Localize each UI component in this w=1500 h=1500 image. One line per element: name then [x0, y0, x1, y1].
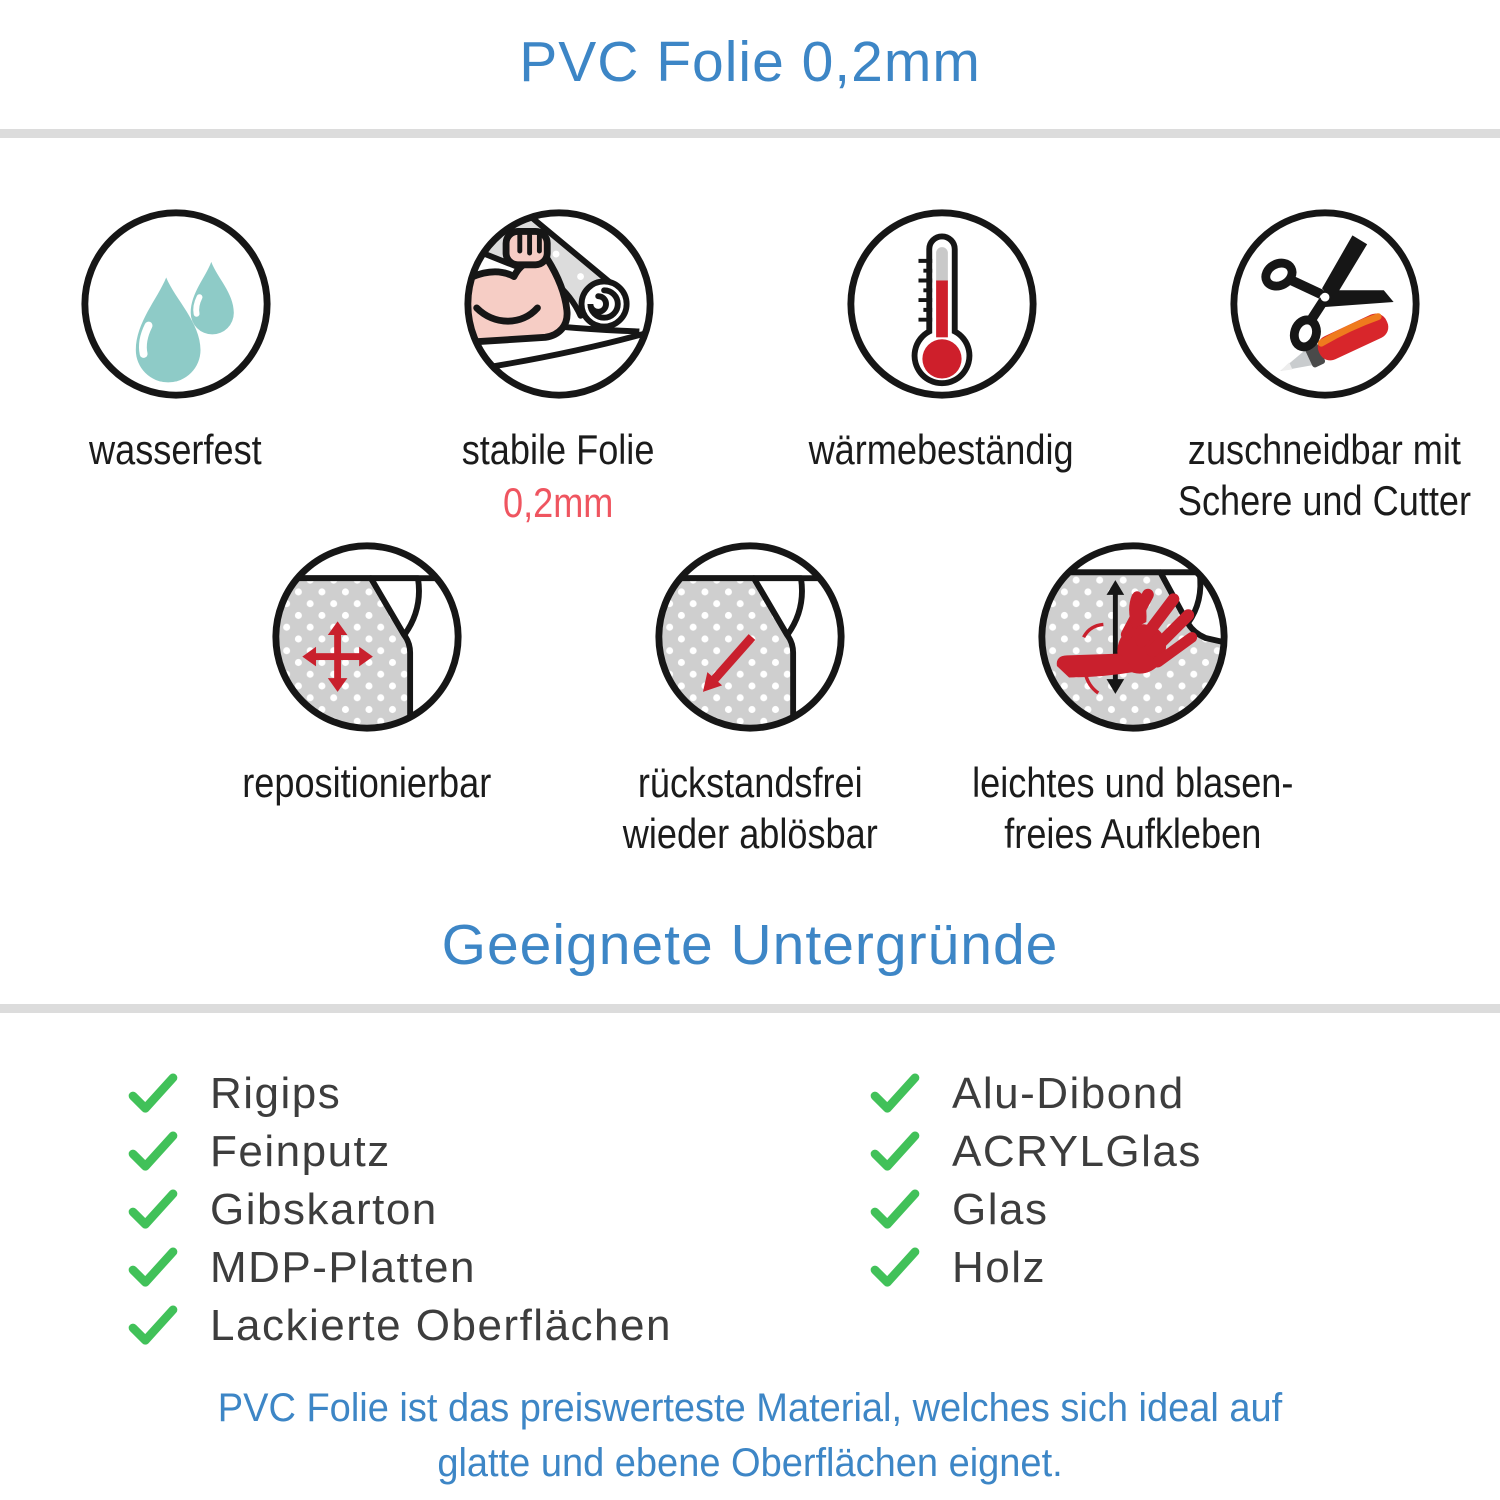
check-icon [870, 1247, 920, 1289]
thermometer-icon [844, 206, 1040, 402]
substrate-label: Lackierte Oberflächen [210, 1300, 672, 1350]
feature-label: wärmebeständig [808, 425, 1075, 473]
divider [0, 1004, 1500, 1013]
check-icon [870, 1189, 920, 1231]
check-icon [128, 1247, 178, 1289]
check-icon [870, 1073, 920, 1115]
substrate-label: Glas [952, 1184, 1049, 1234]
footer-note: PVC Folie ist das preiswerteste Material, welches sich ideal auf glatte und ebene Oberflächen eignet. [217, 1385, 1283, 1485]
list-item [128, 1123, 870, 1181]
substrate-label: Rigips [210, 1068, 342, 1118]
feature-label: zuschneidbar mit Schere und Cutter [1177, 425, 1472, 524]
feature-label: stabile Folie [462, 425, 655, 473]
substrate-label: Holz [952, 1242, 1047, 1292]
list-item [128, 1065, 870, 1123]
list-item [128, 1297, 870, 1355]
feature-label: leichtes und blasen- freies Aufkleben [972, 758, 1294, 858]
list-item [870, 1123, 1500, 1181]
feature-label: rückstandsfrei wieder ablösbar [622, 758, 878, 858]
check-icon [870, 1131, 920, 1173]
substrates-lists [0, 1065, 1500, 1355]
scissors-cutter-icon [1227, 206, 1423, 402]
page-title: PVC Folie 0,2mm [519, 30, 981, 94]
check-icon [128, 1131, 178, 1173]
feature-label: repositionierbar [242, 758, 492, 806]
feature-row-2 [0, 539, 1500, 859]
feature-bubble-free [942, 539, 1325, 859]
feature-waterproof [0, 206, 367, 527]
feature-residue-free [559, 539, 942, 859]
water-drops-icon [78, 206, 274, 402]
list-item [870, 1181, 1500, 1239]
peel-arrow-foil-icon [652, 539, 848, 735]
feature-row-1 [0, 206, 1500, 527]
check-icon [128, 1305, 178, 1347]
check-icon [128, 1073, 178, 1115]
feature-stable-foil [367, 206, 750, 527]
substrate-label: Gibskarton [210, 1184, 438, 1234]
list-item [128, 1239, 870, 1297]
substrate-label: Feinputz [210, 1126, 391, 1176]
substrate-label: Alu-Dibond [952, 1068, 1185, 1118]
feature-cuttable [1133, 206, 1500, 527]
substrate-label: ACRYLGlas [952, 1126, 1202, 1176]
substrates-right-column [870, 1065, 1500, 1355]
flexed-arm-foil-roll-icon [461, 206, 657, 402]
check-icon [128, 1189, 178, 1231]
list-item [870, 1239, 1500, 1297]
move-arrows-foil-icon [269, 539, 465, 735]
feature-repositionable [176, 539, 559, 859]
feature-label: wasserfest [89, 425, 262, 473]
substrates-title: Geeignete Untergründe [441, 913, 1059, 978]
feature-heat-resistant [750, 206, 1133, 527]
list-item [128, 1181, 870, 1239]
list-item [870, 1065, 1500, 1123]
substrate-label: MDP-Platten [210, 1242, 476, 1292]
divider [0, 129, 1500, 138]
substrates-left-column [128, 1065, 870, 1355]
thickness-note: 0,2mm [503, 478, 614, 526]
hand-smoothing-foil-icon [1035, 539, 1231, 735]
